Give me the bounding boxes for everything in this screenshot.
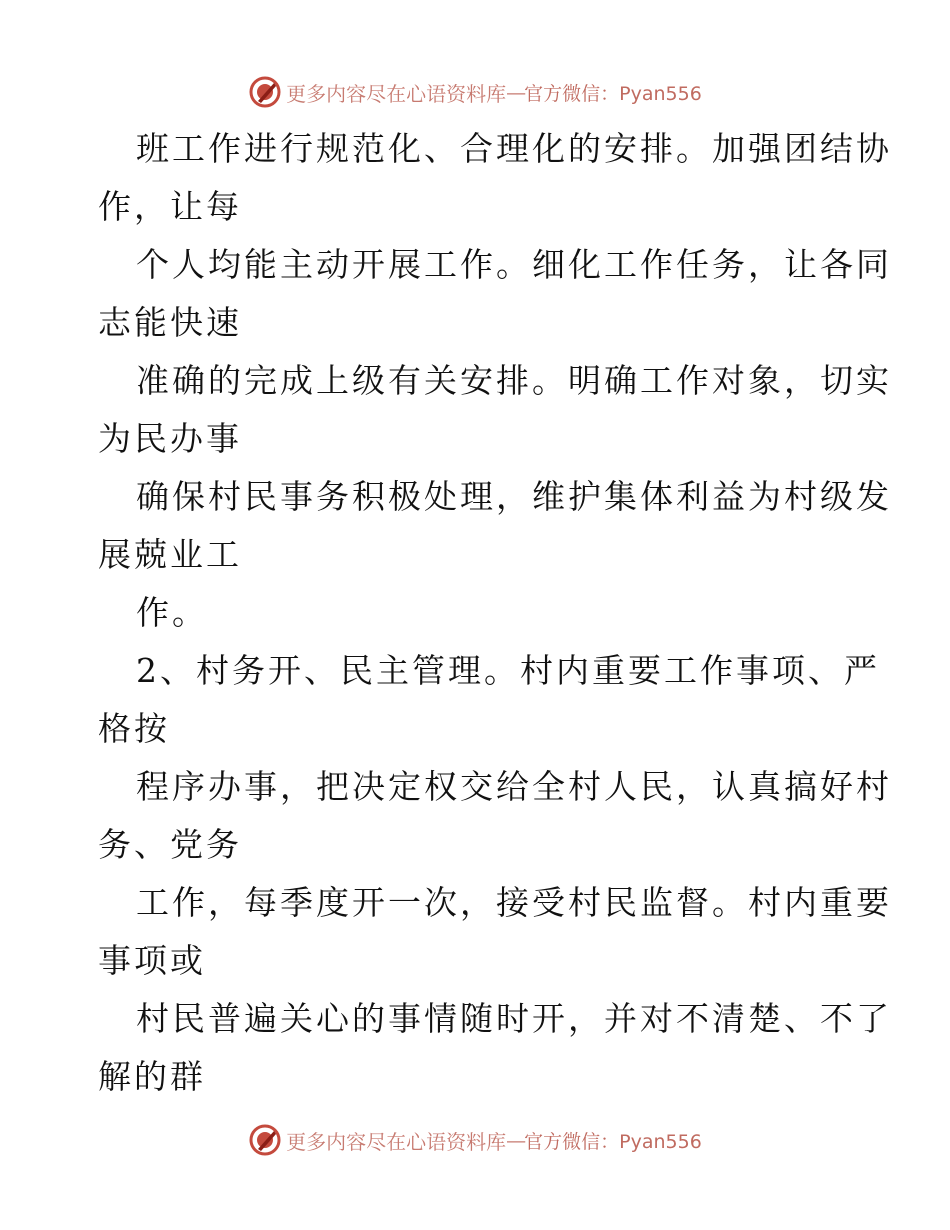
text-line: 志能快速 — [98, 303, 242, 342]
text-line: 作，让每 — [98, 187, 242, 226]
text-line: 工作，每季度开一次，接受村民监督。村内重要 — [136, 883, 892, 922]
banner-dash: — — [506, 80, 525, 104]
text-line: 班工作进行规范化、合理化的安排。加强团结协 — [136, 129, 892, 168]
pen-logo-icon — [248, 75, 282, 109]
text-line: 事项或 — [98, 941, 206, 980]
banner-text: 更多内容尽在心语资料库 — [286, 81, 507, 106]
text-line: 作。 — [136, 593, 208, 632]
text-line: 个人均能主动开展工作。细化工作任务，让各同 — [136, 245, 892, 284]
text-line: 2、村务开、民主管理。村内重要工作事项、严 — [136, 651, 880, 690]
banner-wechat: 官方微信：Pyan556 — [524, 82, 702, 105]
text-line: 展兢业工 — [98, 535, 242, 574]
text-line: 程序办事，把决定权交给全村人民，认真搞好村 — [136, 767, 892, 806]
banner-wechat: 官方微信：Pyan556 — [524, 1130, 702, 1153]
text-line: 务、党务 — [98, 825, 242, 864]
text-line: 解的群 — [98, 1057, 206, 1096]
text-line: 准确的完成上级有关安排。明确工作对象，切实 — [136, 361, 892, 400]
text-line: 村民普遍关心的事情随时开，并对不清楚、不了 — [136, 999, 892, 1038]
header-banner — [0, 72, 950, 112]
text-line: 确保村民事务积极处理，维护集体利益为村级发 — [136, 477, 892, 516]
footer-banner — [0, 1120, 950, 1160]
banner-dash: — — [506, 1128, 525, 1152]
banner-text: 更多内容尽在心语资料库 — [286, 1129, 507, 1154]
text-line: 为民办事 — [98, 419, 242, 458]
pen-logo-icon — [248, 1123, 282, 1157]
text-line: 格按 — [98, 709, 170, 748]
